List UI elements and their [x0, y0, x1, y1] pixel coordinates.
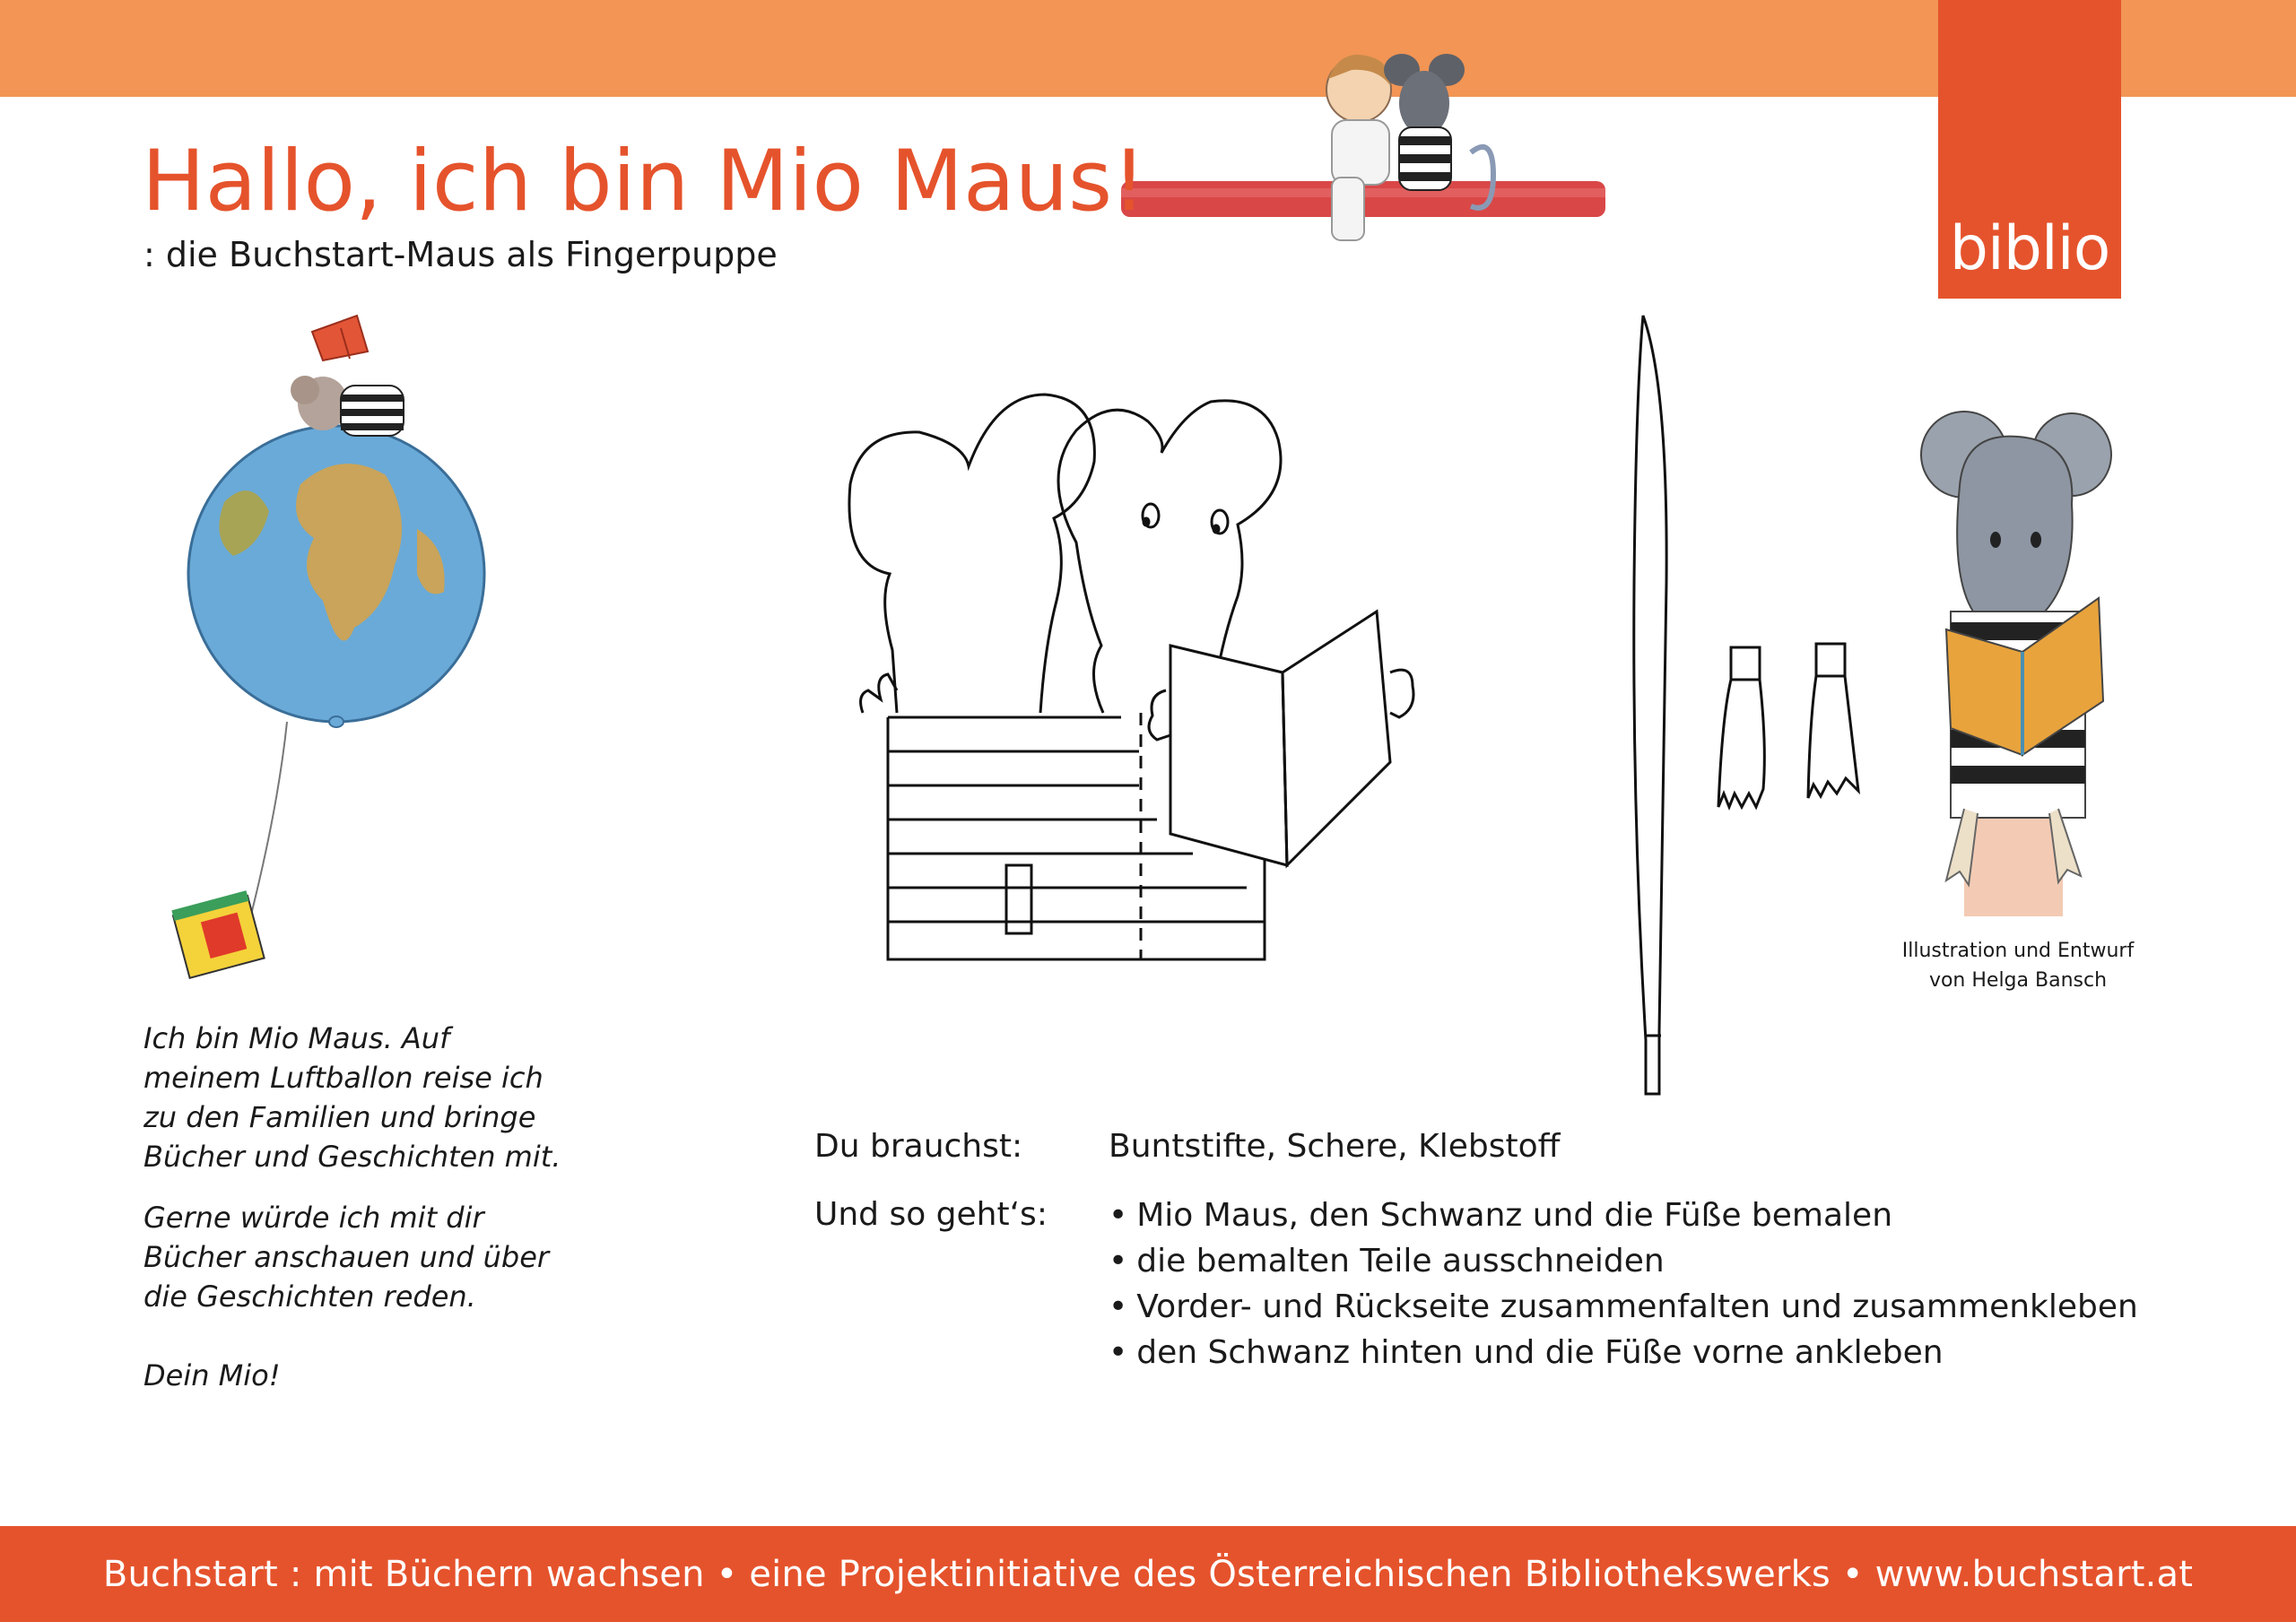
materials-value: Buntstifte, Schere, Klebstoff: [1109, 1128, 1561, 1165]
mouse-cutout-template: [816, 377, 1462, 968]
materials-label: Du brauchst:: [814, 1128, 1023, 1165]
instruction-step: • Mio Maus, den Schwanz und die Füße bemalen: [1109, 1193, 2138, 1238]
credit-line: von Helga Bansch: [1928, 969, 2108, 992]
logo-text: biblio: [1949, 213, 2110, 284]
gift-box: [171, 890, 264, 978]
biblio-logo: [1938, 0, 2121, 299]
instruction-step: • den Schwanz hinten und die Füße vorne ankleben: [1109, 1330, 2138, 1375]
instructions-label: Und so geht‘s:: [814, 1196, 1048, 1233]
foot-right: [1808, 644, 1858, 798]
instruction-step: • Vorder- und Rückseite zusammenfalten und zusammenkleben: [1109, 1284, 2138, 1330]
story-line: meinem Luftballon reise ich: [144, 1061, 544, 1095]
mouse-on-globe-balloon-illustration: [161, 305, 511, 1004]
story-line: zu den Familien und bringe: [144, 1100, 536, 1134]
story-line: Bücher und Geschichten mit.: [144, 1140, 561, 1174]
foot-left: [1718, 647, 1764, 807]
story-text-2: [144, 1198, 565, 1316]
finger-puppet-photo: [1910, 414, 2126, 916]
story-text: [144, 1019, 565, 1176]
story-signature: Dein Mio!: [144, 1358, 281, 1392]
story-line: Bücher anschauen und über: [144, 1240, 550, 1274]
page-title: Hallo, ich bin Mio Maus!: [142, 133, 1146, 230]
instruction-steps: [1109, 1193, 2138, 1375]
story-line: Gerne würde ich mit dir: [144, 1201, 484, 1235]
illustration-credit: [1874, 936, 2161, 995]
kids-on-pole-illustration: [1117, 27, 1619, 251]
story-line: die Geschichten reden.: [144, 1279, 476, 1314]
credit-line: Illustration und Entwurf: [1901, 940, 2135, 962]
footer-text: Buchstart : mit Büchern wachsen • eine Projektinitiative des Österreichischen Bibliothekswerks • www.buchstart.at: [102, 1553, 2194, 1595]
feet-cutout: [1704, 637, 1874, 816]
instruction-step: • die bemalten Teile ausschneiden: [1109, 1238, 2138, 1284]
story-line: Ich bin Mio Maus. Auf: [144, 1021, 450, 1055]
page-subtitle: : die Buchstart-Maus als Fingerpuppe: [144, 235, 778, 274]
footer-band: [0, 1526, 2296, 1622]
tail-cutout: [1623, 314, 1686, 1103]
